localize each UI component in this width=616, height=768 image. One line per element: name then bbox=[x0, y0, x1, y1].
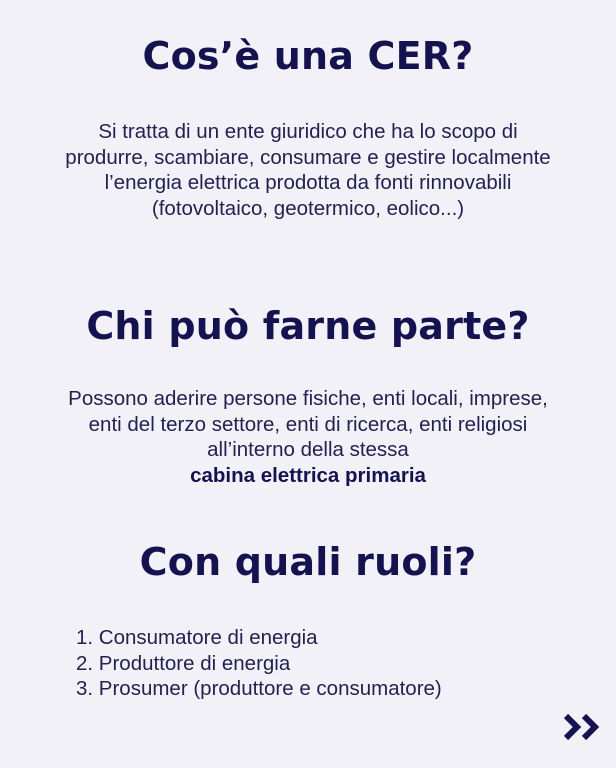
section-text-who bbox=[58, 386, 558, 488]
list-item: 2. Produttore di energia bbox=[76, 651, 291, 675]
section-title-who: Chi può farne parte? bbox=[86, 304, 530, 348]
section-title-roles: Con quali ruoli? bbox=[139, 540, 477, 584]
section-text-who-body: Possono aderire persone fisiche, enti locali, imprese, enti del terzo settore, enti di ricerca, enti religiosi all’interno della stessa bbox=[68, 387, 548, 461]
section-text-cer: Si tratta di un ente giuridico che ha lo scopo di produrre, scambiare, consumare e gestire localmente l’energia elettrica prodotta da fonti rinnovabili (fotovoltaico, geotermico, eolico...) bbox=[65, 120, 551, 220]
section-text-who-highlight: cabina elettrica primaria bbox=[190, 463, 426, 487]
roles-list bbox=[76, 625, 442, 702]
double-chevron-right-icon[interactable] bbox=[563, 712, 603, 742]
section-title-cer: Cos’è una CER? bbox=[142, 34, 474, 78]
list-item: 1. Consumatore di energia bbox=[76, 626, 318, 649]
list-item: 3. Prosumer (produttore e consumatore) bbox=[76, 677, 442, 700]
